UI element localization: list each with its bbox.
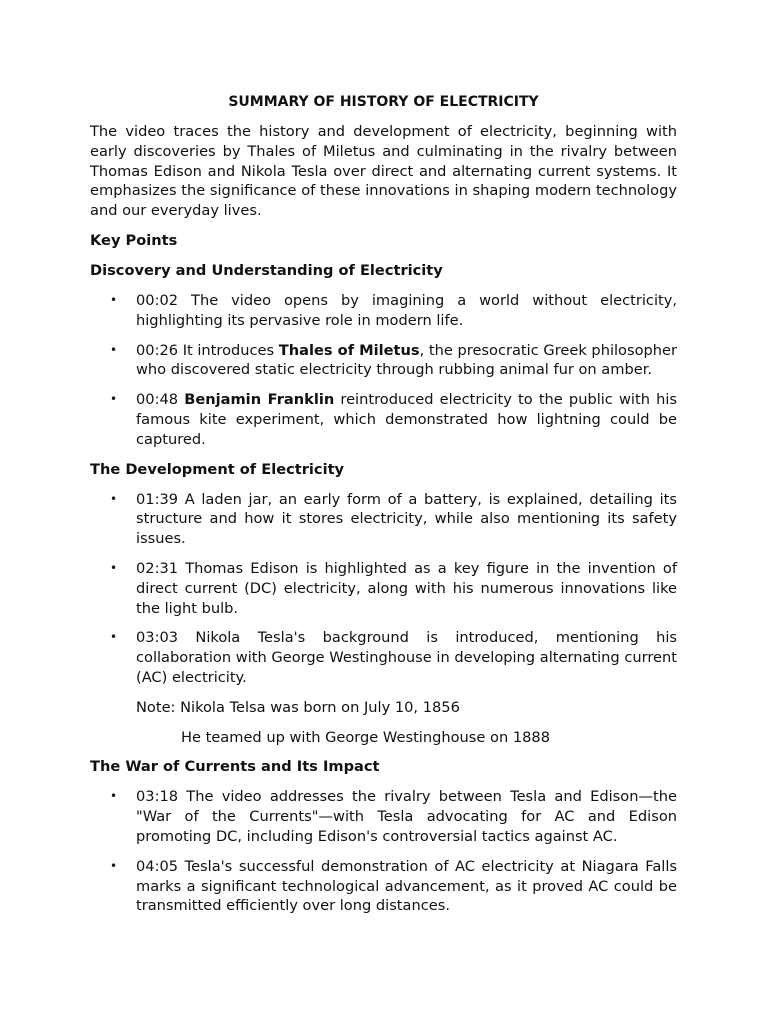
list-item: • 00:02 The video opens by imagining a world without electricity, highlighting its pervasive role in modern life. [110,291,677,329]
list-item: • 02:31 Thomas Edison is highlighted as a key figure in the invention of direct current (DC) electricity, along with his numerous innovations like the light bulb. [110,559,677,617]
list-item: • 00:26 It introduces Thales of Miletus, the presocratic Greek philosopher who discovered static electricity through rubbing animal fur on amber. [110,341,678,379]
list-item: • 04:05 Tesla's successful demonstration of AC electricity at Niagara Falls marks a significant technological advancement, as it proved AC could be transmitted efficiently over long distances. [110,857,677,915]
bold-name: Thales of Miletus [278,341,420,359]
bold-name: Benjamin Franklin [184,391,335,409]
note-line-indented: He teamed up with George Westinghouse on 1888 [181,728,550,746]
bullet-icon: • [110,560,118,575]
document-page [90,92,677,926]
section-heading: The War of Currents and Its Impact [90,758,380,776]
document-title: SUMMARY OF HISTORY OF ELECTRICITY [228,94,539,110]
bullet-icon: • [110,789,118,804]
section-heading: Discovery and Understanding of Electricity [90,261,443,279]
bullet-icon: • [110,630,118,645]
bullet-icon: • [110,491,118,506]
list-item: • 00:48 Benjamin Franklin reintroduced electricity to the public with his famous kite experiment, which demonstrated how lightning could be captured. [110,391,678,448]
bullet-icon: • [110,392,118,407]
bullet-list [90,291,677,450]
section-heading: The Development of Electricity [90,460,345,478]
list-item: • 03:18 The video addresses the rivalry between Tesla and Edison—the "War of the Currents"—with Tesla advocating for AC and Edison promoting DC, including Edison's controversial tactics against AC. [110,788,677,845]
bullet-icon: • [110,342,118,357]
list-item: • 03:03 Nikola Tesla's background is introduced, mentioning his collaboration with George Westinghouse in developing alternating current (AC) electricity. [110,629,677,686]
bullet-list [90,787,677,916]
bullet-icon: • [110,858,118,873]
bullet-list [90,490,677,688]
intro-paragraph: The video traces the history and development of electricity, beginning with early discoveries by Thales of Miletus and culminating in the rivalry between Thomas Edison and Nikola Tesla over direct and alternating current systems. It emphasizes the significance of these innovations in shaping modern technology and our everyday lives. [90,123,677,220]
key-points-heading: Key Points [90,231,178,249]
list-item: • 01:39 A laden jar, an early form of a battery, is explained, detailing its structure and how it stores electricity, while also mentioning its safety issues. [110,490,677,548]
note-line: Note: Nikola Telsa was born on July 10, 1856 [136,698,460,716]
bullet-icon: • [110,292,118,307]
